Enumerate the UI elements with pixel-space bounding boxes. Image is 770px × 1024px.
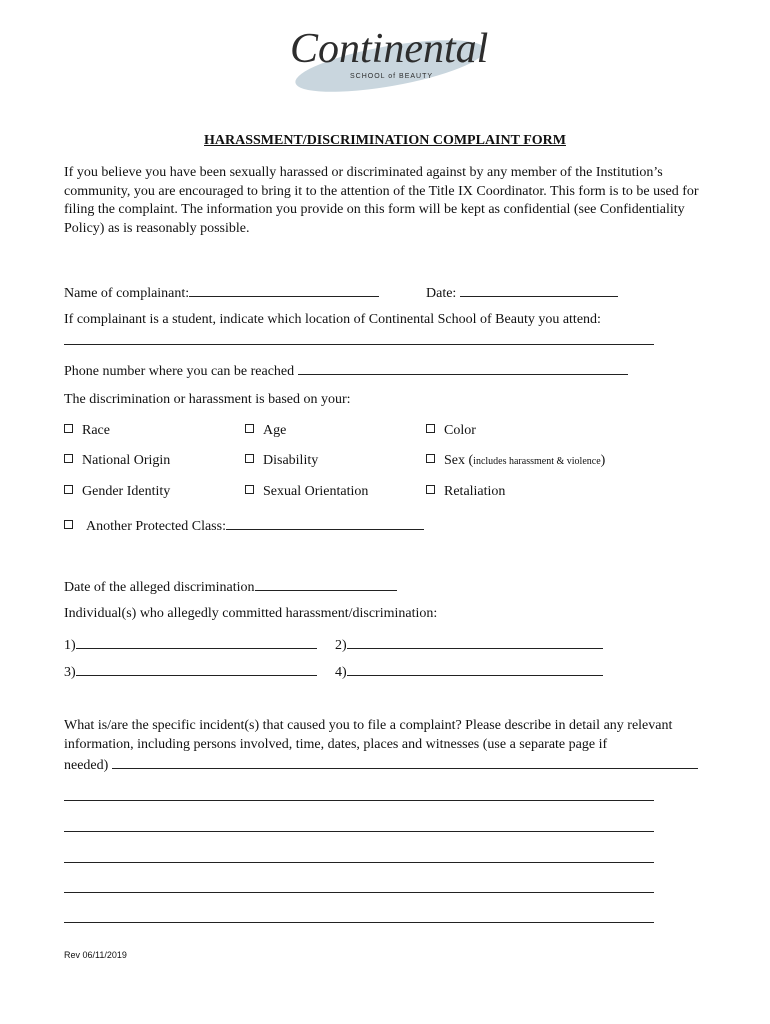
individual-4-field[interactable] [347, 661, 603, 676]
sex-label: Sex ( [444, 453, 474, 468]
incident-line[interactable] [64, 831, 654, 832]
name-field[interactable] [189, 282, 379, 297]
logo-brand: Continental [290, 26, 488, 72]
individuals-label: Individual(s) who allegedly committed harassment/discrimination: [64, 606, 438, 621]
individual-4-number: 4) [335, 665, 347, 680]
checkbox-icon [426, 424, 435, 433]
name-label: Name of complainant: [64, 286, 190, 301]
checkbox-icon [64, 454, 73, 463]
incident-question: What is/are the specific incident(s) that caused you to file a complaint? Please describe in detail any relevant information, including persons involved, time, dates, places and witnesses (use a separate page if [64, 718, 673, 752]
date-field[interactable] [460, 282, 618, 297]
individual-4-row [335, 661, 603, 681]
incident-field-first[interactable] [112, 754, 698, 769]
individual-2-row [335, 634, 603, 654]
intro-paragraph: If you believe you have been sexually harassed or discriminated against by any member of the Institution’s community, you are encouraged to bring it to the attention of the Title IX Coordinator. This form is to be used for filing the complaint. The information you provide on this form will be kept as confidential (see Confidentiality Policy) as is reasonably possible. [64, 165, 699, 236]
individual-2-number: 2) [335, 638, 347, 653]
race-label: Race [82, 423, 110, 438]
sex-note: includes harassment & violence [473, 456, 601, 467]
incident-line[interactable] [64, 922, 654, 923]
another-class-label: Another Protected Class: [86, 519, 226, 534]
individual-3-field[interactable] [76, 661, 317, 676]
checkbox-national-origin[interactable] [64, 453, 170, 469]
checkbox-race[interactable] [64, 423, 110, 439]
sex-close: ) [600, 453, 606, 468]
national-origin-label: National Origin [82, 453, 171, 468]
continental-logo [282, 22, 488, 94]
incident-needed-row [64, 754, 698, 774]
individual-1-number: 1) [64, 638, 76, 653]
checkbox-icon [64, 485, 73, 494]
individual-3-row [64, 661, 317, 681]
disability-label: Disability [263, 453, 319, 468]
individual-1-row [64, 634, 317, 654]
basis-label: The discrimination or harassment is based on your: [64, 392, 351, 407]
checkbox-age[interactable] [245, 423, 286, 439]
location-label: If complainant is a student, indicate which location of Continental School of Beauty you attend: [64, 312, 601, 327]
individual-1-field[interactable] [76, 634, 317, 649]
checkbox-icon [245, 424, 254, 433]
checkbox-icon [64, 520, 73, 529]
incident-line[interactable] [64, 892, 654, 893]
sexual-orientation-label: Sexual Orientation [263, 484, 369, 499]
checkbox-icon [426, 485, 435, 494]
incident-line[interactable] [64, 800, 654, 801]
retaliation-label: Retaliation [444, 484, 506, 499]
date-alleged-field[interactable] [255, 576, 397, 591]
incident-line[interactable] [64, 862, 654, 863]
name-row [64, 282, 379, 302]
date-alleged-row [64, 576, 397, 596]
another-class-field[interactable] [226, 515, 424, 530]
checkbox-disability[interactable] [245, 453, 318, 469]
phone-row [64, 360, 628, 380]
gender-identity-label: Gender Identity [82, 484, 171, 499]
date-label: Date: [426, 286, 457, 301]
phone-field[interactable] [298, 360, 628, 375]
logo-tagline: SCHOOL of BEAUTY [350, 73, 434, 80]
checkbox-another-class[interactable] [64, 515, 424, 535]
individual-3-number: 3) [64, 665, 76, 680]
date-alleged-label: Date of the alleged discrimination [64, 580, 255, 595]
phone-label: Phone number where you can be reached [64, 364, 295, 379]
checkbox-color[interactable] [426, 423, 476, 439]
checkbox-icon [245, 485, 254, 494]
date-row [426, 282, 618, 302]
checkbox-sex[interactable] [426, 453, 605, 469]
checkbox-icon [64, 424, 73, 433]
incident-needed-label: needed) [64, 758, 109, 773]
age-label: Age [263, 423, 287, 438]
color-label: Color [444, 423, 476, 438]
checkbox-icon [245, 454, 254, 463]
checkbox-gender-identity[interactable] [64, 484, 170, 500]
checkbox-sexual-orientation[interactable] [245, 484, 368, 500]
form-title: HARASSMENT/DISCRIMINATION COMPLAINT FORM [204, 133, 566, 148]
checkbox-retaliation[interactable] [426, 484, 505, 500]
revision-date: Rev 06/11/2019 [64, 950, 127, 960]
checkbox-icon [426, 454, 435, 463]
location-field[interactable] [64, 344, 654, 345]
individual-2-field[interactable] [347, 634, 603, 649]
